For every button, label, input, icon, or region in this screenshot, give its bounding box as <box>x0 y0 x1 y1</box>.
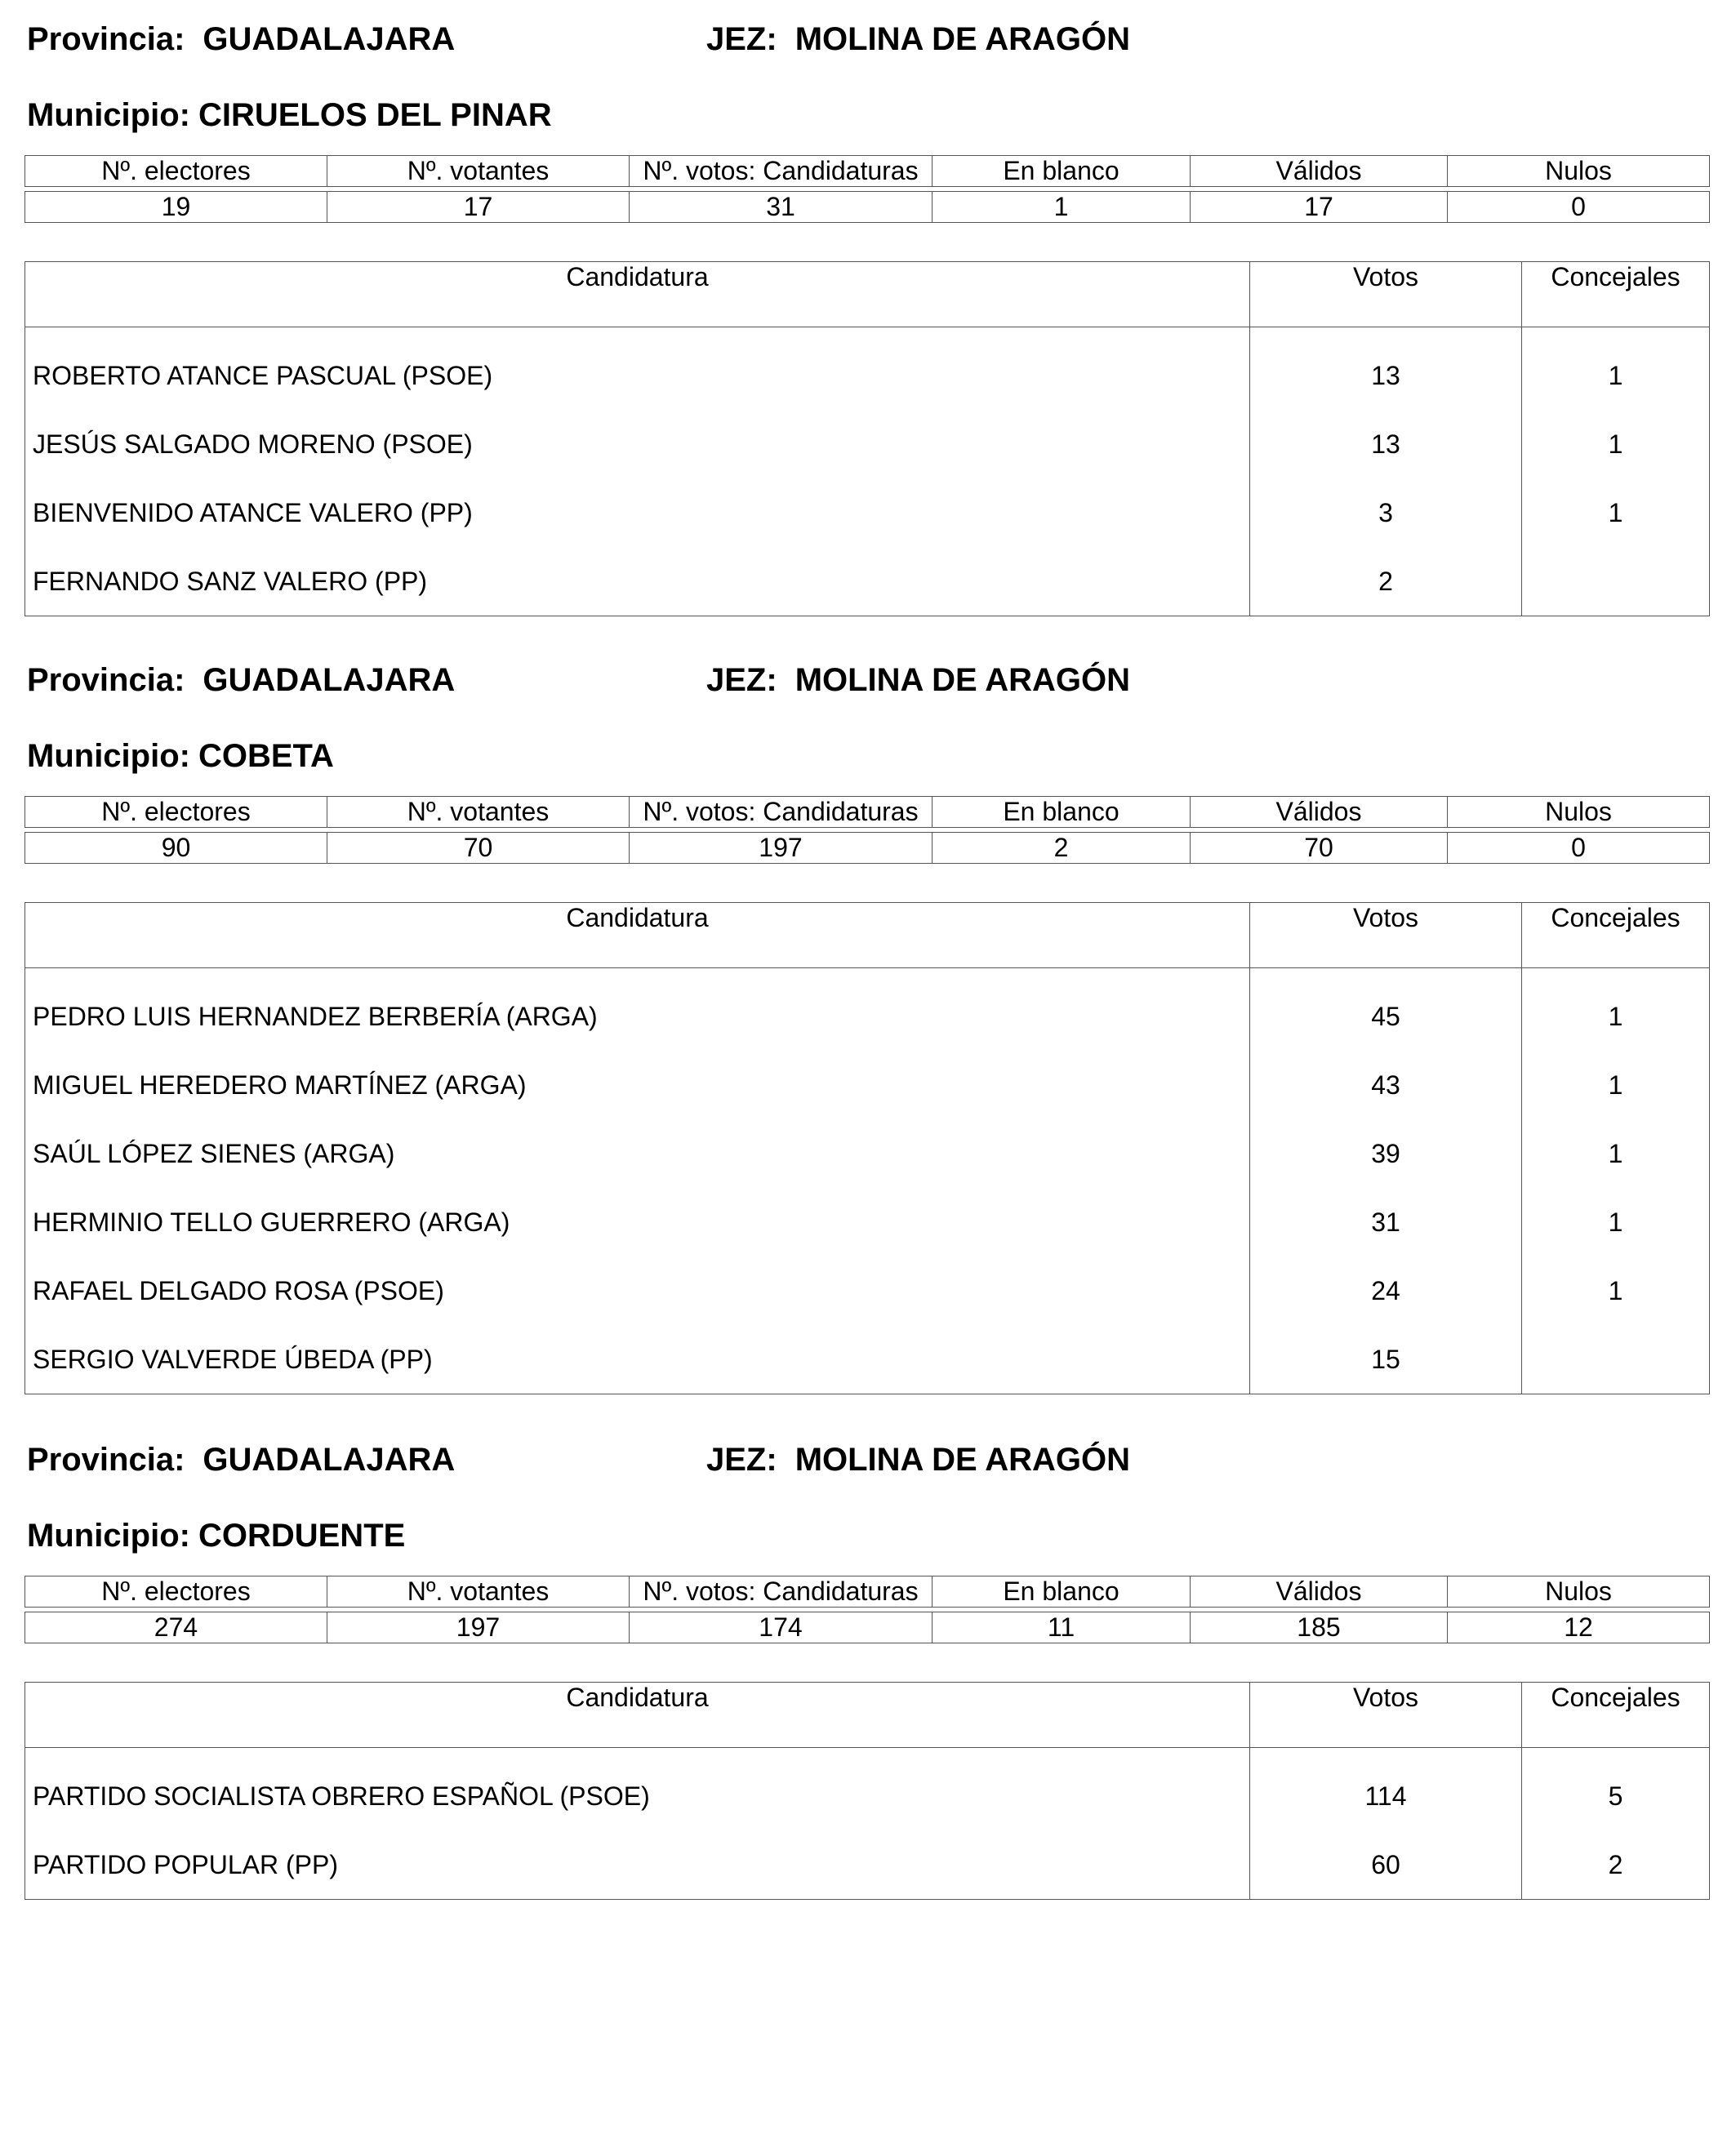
candidate-name <box>25 1119 1250 1188</box>
candidate-votes <box>1250 327 1522 411</box>
summary-value-cell: 70 <box>1191 833 1448 864</box>
candidatura-header: Candidatura <box>25 903 1250 968</box>
candidate-name <box>25 1256 1250 1325</box>
votos-header: Votos <box>1250 1683 1522 1748</box>
summary-value-cell: 0 <box>1448 192 1710 223</box>
candidate-votes-text: 39 <box>1371 1139 1400 1168</box>
summary-value-cell: 19 <box>25 192 327 223</box>
candidate-row <box>25 1188 1710 1256</box>
summary-header-cell: Nº. electores <box>25 156 327 187</box>
candidate-votes-text: 24 <box>1371 1276 1400 1305</box>
candidate-votes <box>1250 1830 1522 1900</box>
candidate-name <box>25 1748 1250 1831</box>
summary-table <box>24 1576 1710 1643</box>
summary-header-cell: En blanco <box>933 797 1191 828</box>
concejales-header: Concejales <box>1522 262 1710 327</box>
candidate-votes-text: 2 <box>1378 567 1393 596</box>
candidate-name-text: PARTIDO SOCIALISTA OBRERO ESPAÑOL (PSOE) <box>33 1781 650 1811</box>
candidate-name <box>25 547 1250 616</box>
candidatura-header: Candidatura <box>25 262 1250 327</box>
provincia-value: GUADALAJARA <box>203 21 456 57</box>
candidate-votes-text: 45 <box>1371 1002 1400 1031</box>
candidate-row <box>25 1256 1710 1325</box>
summary-value-cell: 31 <box>630 192 933 223</box>
summary-header-cell: Válidos <box>1191 797 1448 828</box>
candidate-name-text: BIENVENIDO ATANCE VALERO (PP) <box>33 498 473 527</box>
municipio-label: Municipio: <box>27 97 190 133</box>
candidate-row <box>25 327 1710 411</box>
summary-header-cell: Nulos <box>1448 1576 1710 1608</box>
summary-value-cell: 90 <box>25 833 327 864</box>
candidate-row <box>25 1325 1710 1394</box>
candidate-councillors-text: 1 <box>1608 1070 1623 1100</box>
candidate-row <box>25 1051 1710 1119</box>
votos-header: Votos <box>1250 903 1522 968</box>
candidate-name <box>25 1051 1250 1119</box>
votos-header: Votos <box>1250 262 1522 327</box>
municipio-line <box>27 91 552 140</box>
summary-value-cell: 12 <box>1448 1612 1710 1643</box>
candidates-table <box>24 261 1710 616</box>
summary-header-cell: Nº. electores <box>25 1576 327 1608</box>
candidate-councillors <box>1522 1748 1710 1831</box>
candidate-votes <box>1250 1188 1522 1256</box>
candidate-councillors <box>1522 1188 1710 1256</box>
candidate-name <box>25 1188 1250 1256</box>
candidate-votes <box>1250 1051 1522 1119</box>
provincia-line <box>27 656 455 705</box>
jez-value: MOLINA DE ARAGÓN <box>795 662 1131 698</box>
summary-header-cell: Nº. votantes <box>327 156 630 187</box>
candidate-councillors-text: 1 <box>1608 1207 1623 1237</box>
jez-value: MOLINA DE ARAGÓN <box>795 21 1131 57</box>
candidate-votes-text: 60 <box>1371 1850 1400 1879</box>
candidate-name-text: FERNANDO SANZ VALERO (PP) <box>33 567 428 596</box>
summary-header-cell: Nulos <box>1448 797 1710 828</box>
summary-values-row <box>25 1612 1710 1643</box>
summary-value-cell: 70 <box>327 833 630 864</box>
candidate-row <box>25 968 1710 1052</box>
summary-header-cell: Nº. electores <box>25 797 327 828</box>
summary-header-cell: Nº. votos: Candidaturas <box>630 1576 933 1608</box>
candidate-name <box>25 1830 1250 1900</box>
candidate-votes <box>1250 1119 1522 1188</box>
candidate-name-text: RAFAEL DELGADO ROSA (PSOE) <box>33 1276 444 1305</box>
candidate-votes-text: 13 <box>1371 361 1400 390</box>
municipio-label: Municipio: <box>27 1518 190 1554</box>
candidate-votes <box>1250 547 1522 616</box>
summary-value-cell: 2 <box>933 833 1191 864</box>
summary-header-cell: Nº. votantes <box>327 1576 630 1608</box>
candidate-name <box>25 327 1250 411</box>
candidate-councillors <box>1522 410 1710 478</box>
candidate-name-text: JESÚS SALGADO MORENO (PSOE) <box>33 429 473 459</box>
candidate-councillors-text: 5 <box>1608 1781 1623 1811</box>
candidate-votes <box>1250 1256 1522 1325</box>
municipio-line <box>27 1511 405 1560</box>
summary-value-cell: 17 <box>1191 192 1448 223</box>
candidate-councillors <box>1522 1830 1710 1900</box>
provincia-label: Provincia: <box>27 21 185 57</box>
candidate-councillors-text: 1 <box>1608 1139 1623 1168</box>
candidate-councillors-text: 1 <box>1608 1276 1623 1305</box>
candidate-councillors <box>1522 478 1710 547</box>
candidates-header-row <box>25 1683 1710 1748</box>
candidate-row <box>25 478 1710 547</box>
summary-table <box>24 155 1710 223</box>
provincia-value: GUADALAJARA <box>203 1442 456 1478</box>
candidate-name <box>25 968 1250 1052</box>
candidate-row <box>25 1748 1710 1831</box>
candidates-table <box>24 902 1710 1394</box>
summary-header-cell: En blanco <box>933 1576 1191 1608</box>
candidate-name-text: SERGIO VALVERDE ÚBEDA (PP) <box>33 1345 433 1374</box>
jez-line <box>706 15 1130 64</box>
candidates-header-row <box>25 903 1710 968</box>
jez-value: MOLINA DE ARAGÓN <box>795 1442 1131 1478</box>
summary-table <box>24 796 1710 864</box>
summary-header-row <box>25 797 1710 828</box>
summary-value-cell: 0 <box>1448 833 1710 864</box>
provincia-label: Provincia: <box>27 1442 185 1478</box>
candidate-name-text: SAÚL LÓPEZ SIENES (ARGA) <box>33 1139 395 1168</box>
candidate-row <box>25 1830 1710 1900</box>
candidate-votes-text: 3 <box>1378 498 1393 527</box>
candidate-councillors <box>1522 327 1710 411</box>
summary-header-row <box>25 156 1710 187</box>
candidate-name-text: PARTIDO POPULAR (PP) <box>33 1850 338 1879</box>
candidate-name-text: ROBERTO ATANCE PASCUAL (PSOE) <box>33 361 493 390</box>
summary-header-cell: Nº. votantes <box>327 797 630 828</box>
summary-values-row <box>25 192 1710 223</box>
candidates-table <box>24 1682 1710 1900</box>
jez-label: JEZ: <box>706 1442 777 1478</box>
concejales-header: Concejales <box>1522 903 1710 968</box>
candidate-name <box>25 478 1250 547</box>
jez-label: JEZ: <box>706 662 777 698</box>
candidate-row <box>25 1119 1710 1188</box>
municipio-label: Municipio: <box>27 738 190 774</box>
candidate-votes-text: 13 <box>1371 429 1400 459</box>
candidate-name-text: PEDRO LUIS HERNANDEZ BERBERÍA (ARGA) <box>33 1002 598 1031</box>
summary-header-cell: Válidos <box>1191 1576 1448 1608</box>
municipio-line <box>27 732 334 780</box>
candidate-votes-text: 15 <box>1371 1345 1400 1374</box>
candidate-councillors-text: 1 <box>1608 1002 1623 1031</box>
summary-value-cell: 185 <box>1191 1612 1448 1643</box>
summary-header-cell: Nº. votos: Candidaturas <box>630 156 933 187</box>
candidate-votes-text: 114 <box>1364 1781 1407 1811</box>
provincia-line <box>27 1435 455 1484</box>
candidate-councillors <box>1522 968 1710 1052</box>
summary-header-cell: Nulos <box>1448 156 1710 187</box>
concejales-header: Concejales <box>1522 1683 1710 1748</box>
jez-label: JEZ: <box>706 21 777 57</box>
candidate-councillors <box>1522 1325 1710 1394</box>
summary-header-cell: En blanco <box>933 156 1191 187</box>
summary-header-cell: Nº. votos: Candidaturas <box>630 797 933 828</box>
candidate-councillors-text: 1 <box>1608 498 1623 527</box>
candidate-name <box>25 410 1250 478</box>
municipio-value: COBETA <box>198 738 334 774</box>
candidate-votes <box>1250 968 1522 1052</box>
candidatura-header: Candidatura <box>25 1683 1250 1748</box>
summary-value-cell: 274 <box>25 1612 327 1643</box>
summary-header-row <box>25 1576 1710 1608</box>
jez-line <box>706 656 1130 705</box>
summary-value-cell: 174 <box>630 1612 933 1643</box>
candidate-councillors <box>1522 1256 1710 1325</box>
candidate-votes <box>1250 410 1522 478</box>
candidate-councillors <box>1522 547 1710 616</box>
candidate-votes <box>1250 478 1522 547</box>
candidate-votes-text: 31 <box>1371 1207 1400 1237</box>
candidate-councillors-text: 1 <box>1608 429 1623 459</box>
candidate-councillors-text: 1 <box>1608 361 1623 390</box>
candidate-name-text: MIGUEL HEREDERO MARTÍNEZ (ARGA) <box>33 1070 527 1100</box>
candidate-councillors <box>1522 1051 1710 1119</box>
candidate-row <box>25 547 1710 616</box>
municipio-value: CORDUENTE <box>198 1518 406 1554</box>
summary-values-row <box>25 833 1710 864</box>
summary-value-cell: 11 <box>933 1612 1191 1643</box>
candidates-header-row <box>25 262 1710 327</box>
candidate-votes-text: 43 <box>1371 1070 1400 1100</box>
candidate-name <box>25 1325 1250 1394</box>
municipio-value: CIRUELOS DEL PINAR <box>198 97 552 133</box>
candidate-councillors <box>1522 1119 1710 1188</box>
candidate-row <box>25 410 1710 478</box>
summary-value-cell: 17 <box>327 192 630 223</box>
provincia-value: GUADALAJARA <box>203 662 456 698</box>
candidate-name-text: HERMINIO TELLO GUERRERO (ARGA) <box>33 1207 510 1237</box>
summary-value-cell: 197 <box>630 833 933 864</box>
candidate-votes <box>1250 1325 1522 1394</box>
summary-header-cell: Válidos <box>1191 156 1448 187</box>
provincia-label: Provincia: <box>27 662 185 698</box>
summary-value-cell: 1 <box>933 192 1191 223</box>
summary-value-cell: 197 <box>327 1612 630 1643</box>
candidate-councillors-text: 2 <box>1608 1850 1623 1879</box>
candidate-votes <box>1250 1748 1522 1831</box>
jez-line <box>706 1435 1130 1484</box>
provincia-line <box>27 15 455 64</box>
